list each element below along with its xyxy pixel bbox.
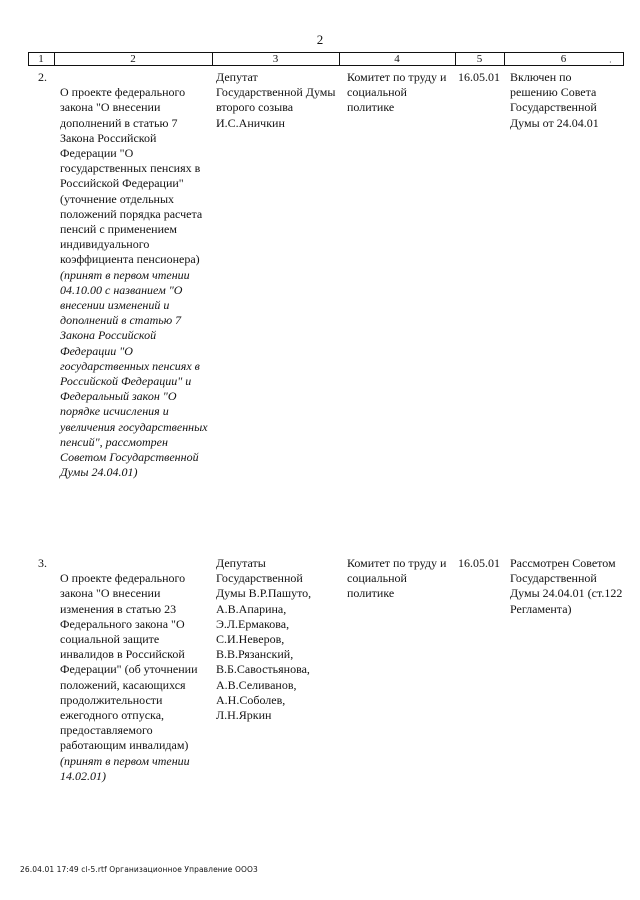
row-decision: Рассмотрен Советом Государственной Думы 24.04.01 (ст.122 Регламента) bbox=[510, 556, 623, 616]
row-title bbox=[60, 556, 208, 799]
column-number-2: 2 bbox=[130, 53, 136, 65]
row-number: 2. bbox=[38, 70, 47, 84]
column-number-3: 3 bbox=[272, 53, 279, 65]
row-committee: Комитет по труду и социальной политике bbox=[347, 556, 447, 601]
row-initiator: Депутаты Государственной Думы В.Р.Пашуто, А.В.Апарина, Э.Л.Ермакова, С.И.Неверов, В.В.Рязанский, В.Б.Савостьянова, А.В.Селиванов, А.Н.Соболев, Л.Н.Яркин bbox=[216, 556, 312, 723]
header-divider bbox=[623, 52, 624, 66]
row-title-note: (принят в первом чтении 14.02.01) bbox=[60, 753, 190, 783]
row-decision: Включен по решению Совета Государственной Думы от 24.04.01 bbox=[510, 70, 599, 130]
row-title-text: О проекте федерального закона "О внесении изменения в статью 23 Федерального закона "О социальной защите инвалидов в Российской Федерации" (об уточнении положений, касающихся продолжительности ежегодного отпуска, предоставляемого работающим инвалидам) bbox=[60, 571, 198, 753]
row-committee: Комитет по труду и социальной политике bbox=[347, 70, 447, 115]
row-number: 3. bbox=[38, 556, 47, 570]
row-date: 16.05.01 bbox=[458, 556, 500, 570]
column-number-5: 5 bbox=[476, 53, 483, 65]
row-date: 16.05.01 bbox=[458, 70, 500, 84]
row-initiator: Депутат Государственной Думы второго созыва И.С.Аничкин bbox=[216, 70, 336, 130]
column-number-4: 4 bbox=[394, 53, 400, 65]
mark-dot: · bbox=[609, 58, 612, 67]
footer-stamp: 26.04.01 17:49 cl-5.rtf Организационное Управление ООО3 bbox=[20, 865, 258, 874]
row-title-text: О проекте федерального закона "О внесении дополнений в статью 7 Закона Российской Федерации "О государственных пенсиях в Российской Федерации" (уточнение отдельных положений порядка расчета пенсий с применением индивидуального коэффициента пенсионера) bbox=[60, 85, 203, 267]
column-number-6: 6 bbox=[560, 53, 567, 65]
page-number: 2 bbox=[316, 32, 324, 47]
column-number-1: 1 bbox=[38, 53, 44, 65]
row-title-note: (принят в первом чтении 04.10.00 с названием "О внесении изменений и дополнений в статью 7 Закона Российской Федерации "О государственных пенсиях в Российской Федерации" и Федеральный закон "О порядке исчисления и увеличения государственных пенсий", рассмотрен Советом Государственной Думы 24.04.01) bbox=[60, 267, 208, 480]
column-header-row bbox=[28, 52, 624, 66]
row-title bbox=[60, 70, 208, 496]
